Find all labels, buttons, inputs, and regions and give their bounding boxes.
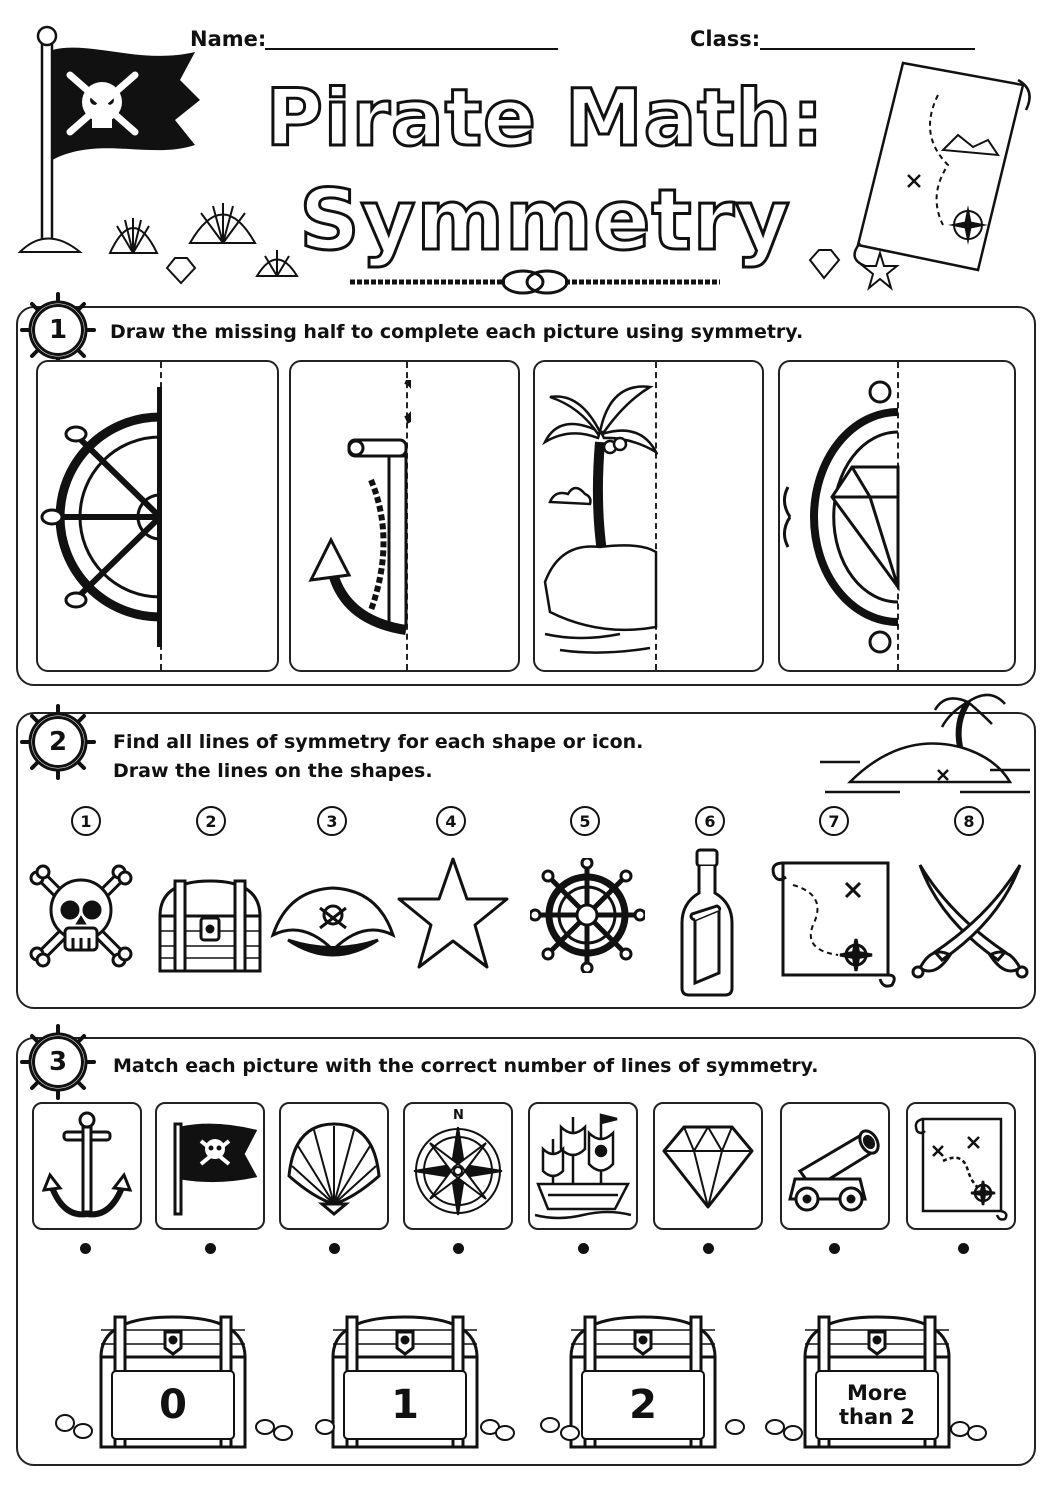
palm-island-icon [820,692,1035,807]
item-number-4: 4 [436,806,466,836]
pirate-ship-icon [533,1109,633,1224]
skull-crossbones-icon[interactable] [25,860,137,972]
item-number-6: 6 [695,806,725,836]
chest-label-more-line-2: than 2 [838,1405,916,1429]
match-dot-4[interactable] [453,1243,464,1254]
section-3-number: 3 [32,1036,84,1088]
match-dot-6[interactable] [703,1243,714,1254]
symmetry-panel-2[interactable] [289,360,520,672]
ship-wheel-icon[interactable] [530,858,645,973]
symmetry-panel-1[interactable] [36,360,279,672]
ship-wheel-half-icon [38,382,162,652]
match-card-anchor[interactable] [32,1102,142,1230]
palm-island-half-icon [540,372,658,662]
decor-gem-star-right [805,248,905,298]
match-dot-5[interactable] [578,1243,589,1254]
match-card-flag[interactable] [155,1102,265,1230]
compass-rose-icon [408,1121,508,1221]
item-number-3: 3 [317,806,347,836]
match-card-ship[interactable] [528,1102,638,1230]
section-1-instruction: Draw the missing half to complete each picture using symmetry. [110,321,804,343]
item-number-5: 5 [570,806,600,836]
chest-label-more-line-1: More [847,1381,907,1405]
anchor-half-icon [301,380,411,660]
match-dot-7[interactable] [829,1243,840,1254]
class-label: Class: [690,27,761,51]
seashell-icon [284,1116,384,1216]
section-2-instruction-line-2: Draw the lines on the shapes. [113,760,433,782]
match-card-diamond[interactable] [653,1102,763,1230]
section-2-number: 2 [32,716,84,768]
item-number-8: 8 [954,806,984,836]
star-icon[interactable] [397,855,509,973]
chest-label-0: 0 [111,1370,235,1440]
diamond-icon [660,1121,756,1211]
compass-north-label: N [453,1108,464,1123]
treasure-map-icon [913,1111,1009,1221]
symmetry-panel-3[interactable] [533,360,764,672]
pirate-hat-icon[interactable] [268,880,398,965]
item-number-7: 7 [819,806,849,836]
match-dot-8[interactable] [958,1243,969,1254]
item-number-2: 2 [196,806,226,836]
match-dot-2[interactable] [205,1243,216,1254]
name-field[interactable] [265,48,558,50]
section-1-number: 1 [32,304,84,356]
page-subtitle: Symmetry [299,171,791,269]
message-bottle-icon[interactable] [677,848,737,998]
crossed-swords-icon[interactable] [910,860,1030,985]
symmetry-panel-4[interactable] [778,360,1016,672]
match-card-map[interactable] [906,1102,1016,1230]
pirate-flag-icon [163,1116,258,1216]
section-2-instruction-line-1: Find all lines of symmetry for each shape or icon. [113,731,644,753]
match-dot-1[interactable] [80,1243,91,1254]
match-dot-3[interactable] [329,1243,340,1254]
section-3-instruction: Match each picture with the correct number of lines of symmetry. [113,1055,819,1077]
match-card-compass[interactable] [403,1102,513,1230]
class-field[interactable] [760,48,975,50]
item-number-1: 1 [71,806,101,836]
gem-frame-half-icon [780,372,900,662]
match-card-cannon[interactable] [780,1102,890,1230]
anchor-icon [42,1110,132,1222]
match-card-shell[interactable] [279,1102,389,1230]
name-label: Name: [190,27,267,51]
page-title: Pirate Math: [265,74,825,164]
treasure-map-icon[interactable] [768,855,898,990]
chest-label-2: 2 [581,1370,705,1440]
treasure-chest-icon[interactable] [155,876,265,976]
coins-gems-pile [55,1405,1015,1445]
cannon-icon [785,1119,885,1214]
chest-label-1: 1 [343,1370,467,1440]
rope-divider-icon [345,268,725,296]
